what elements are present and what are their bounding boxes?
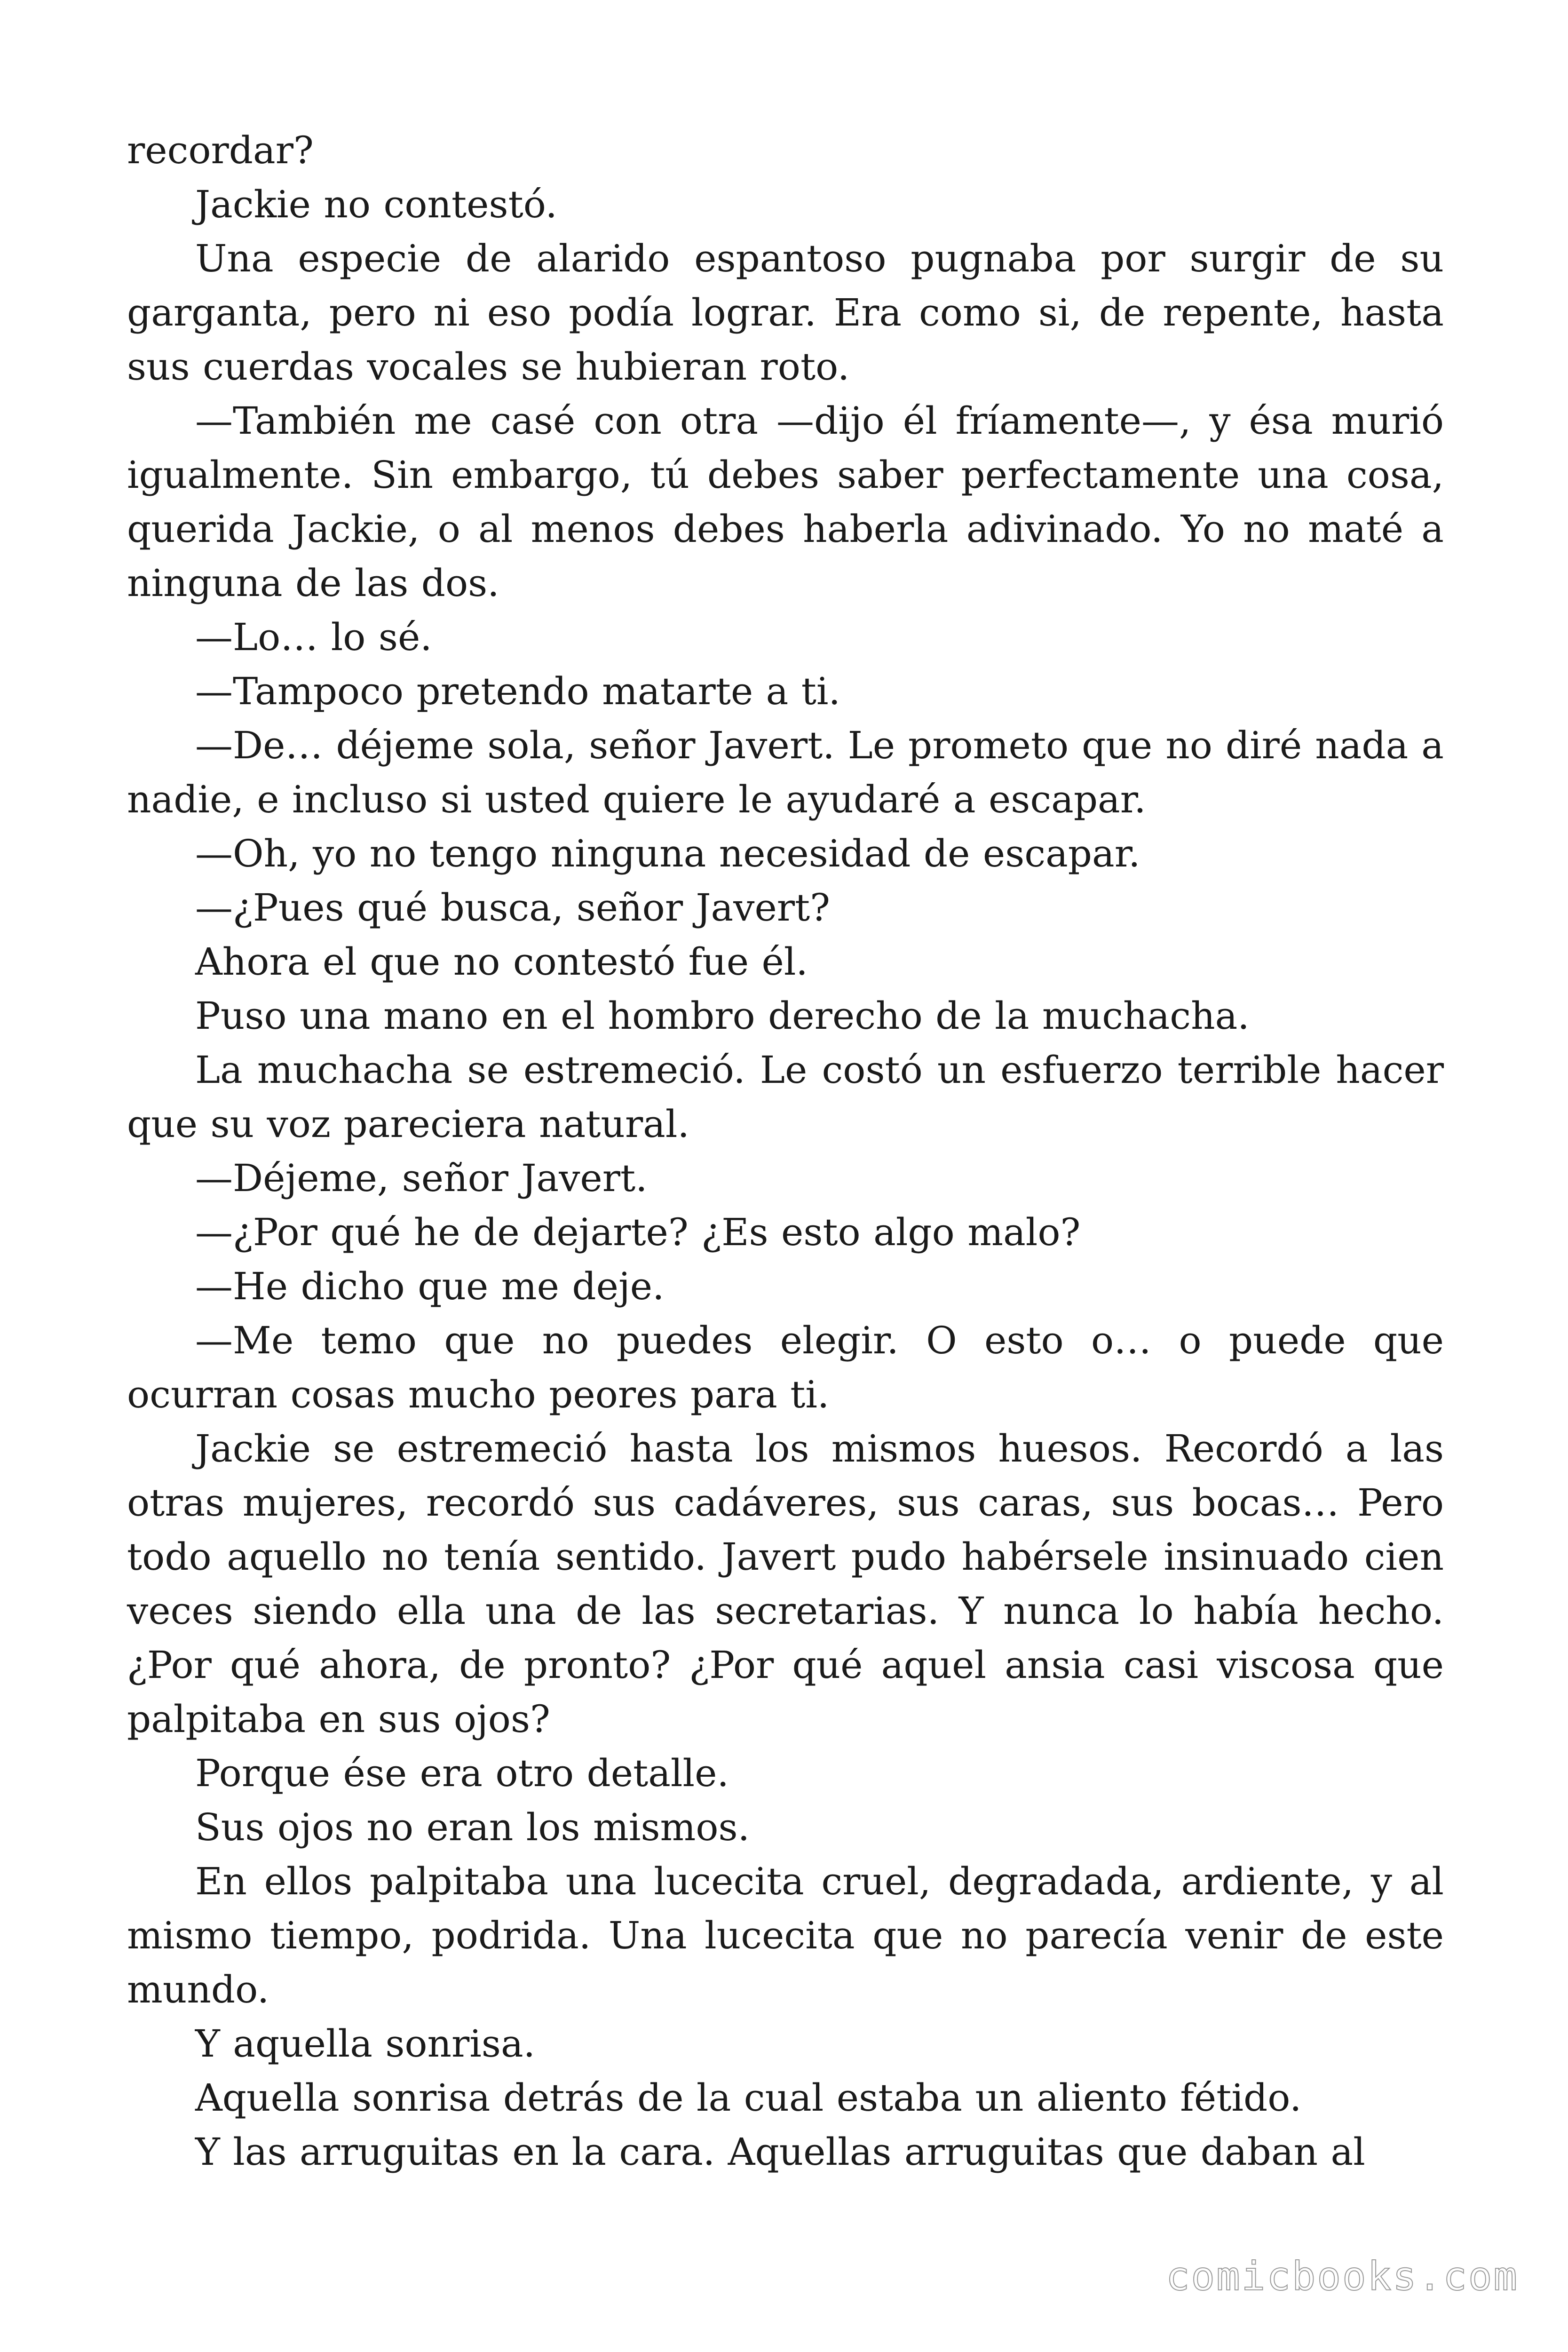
paragraph: —Me temo que no puedes elegir. O esto o… o puede que ocurran cosas mucho peores para ti. (127, 1319, 1444, 1416)
paragraph: Porque ése era otro detalle. (195, 1751, 729, 1795)
paragraph: Y las arruguitas en la cara. Aquellas arruguitas que daban al (195, 2130, 1365, 2174)
paragraph: —¿Por qué he de dejarte? ¿Es esto algo malo? (195, 1210, 1081, 1254)
paragraph: —He dicho que me deje. (195, 1264, 665, 1308)
paragraph: —También me casé con otra —dijo él fríamente—, y ésa murió igualmente. Sin embargo, tú debes saber perfectamente una cosa, querida Jackie, o al menos debes haberla adivinado. Yo no maté a ninguna de las dos. (127, 399, 1444, 605)
paragraph: Puso una mano en el hombro derecho de la muchacha. (195, 994, 1250, 1038)
paragraph: Aquella sonrisa detrás de la cual estaba un aliento fétido. (195, 2076, 1302, 2120)
paragraph: Y aquella sonrisa. (195, 2022, 536, 2066)
paragraph: —Lo… lo sé. (195, 615, 432, 659)
page-body (127, 123, 1444, 2179)
paragraph: Jackie no contestó. (195, 183, 557, 226)
paragraph: La muchacha se estremeció. Le costó un esfuerzo terrible hacer que su voz pareciera natural. (127, 1048, 1444, 1146)
paragraph: —De… déjeme sola, señor Javert. Le prometo que no diré nada a nadie, e incluso si usted quiere le ayudaré a escapar. (127, 723, 1444, 821)
paragraph: —Tampoco pretendo matarte a ti. (195, 669, 840, 713)
paragraph: En ellos palpitaba una lucecita cruel, degradada, ardiente, y al mismo tiempo, podrida. Una lucecita que no parecía venir de este mundo. (127, 1859, 1444, 2011)
paragraph-continuation: recordar? (127, 128, 314, 172)
paragraph: —Déjeme, señor Javert. (195, 1156, 648, 1200)
watermark: comicbooks.com (1165, 2253, 1519, 2299)
paragraph: Jackie se estremeció hasta los mismos huesos. Recordó a las otras mujeres, recordó sus cadáveres, sus caras, sus bocas… Pero todo aquello no tenía sentido. Javert pudo habérsele insinuado cien veces siendo ella una de las secretarias. Y nunca lo había hecho. ¿Por qué ahora, de pronto? ¿Por qué aquel ansia casi viscosa que palpitaba en sus ojos? (127, 1427, 1444, 1741)
paragraph: —¿Pues qué busca, señor Javert? (195, 886, 831, 930)
paragraph: Sus ojos no eran los mismos. (195, 1805, 750, 1849)
paragraph: —Oh, yo no tengo ninguna necesidad de escapar. (195, 832, 1140, 875)
paragraph: Una especie de alarido espantoso pugnaba por surgir de su garganta, pero ni eso podía lograr. Era como si, de repente, hasta sus cuerdas vocales se hubieran roto. (127, 237, 1444, 389)
paragraph: Ahora el que no contestó fue él. (195, 940, 808, 984)
